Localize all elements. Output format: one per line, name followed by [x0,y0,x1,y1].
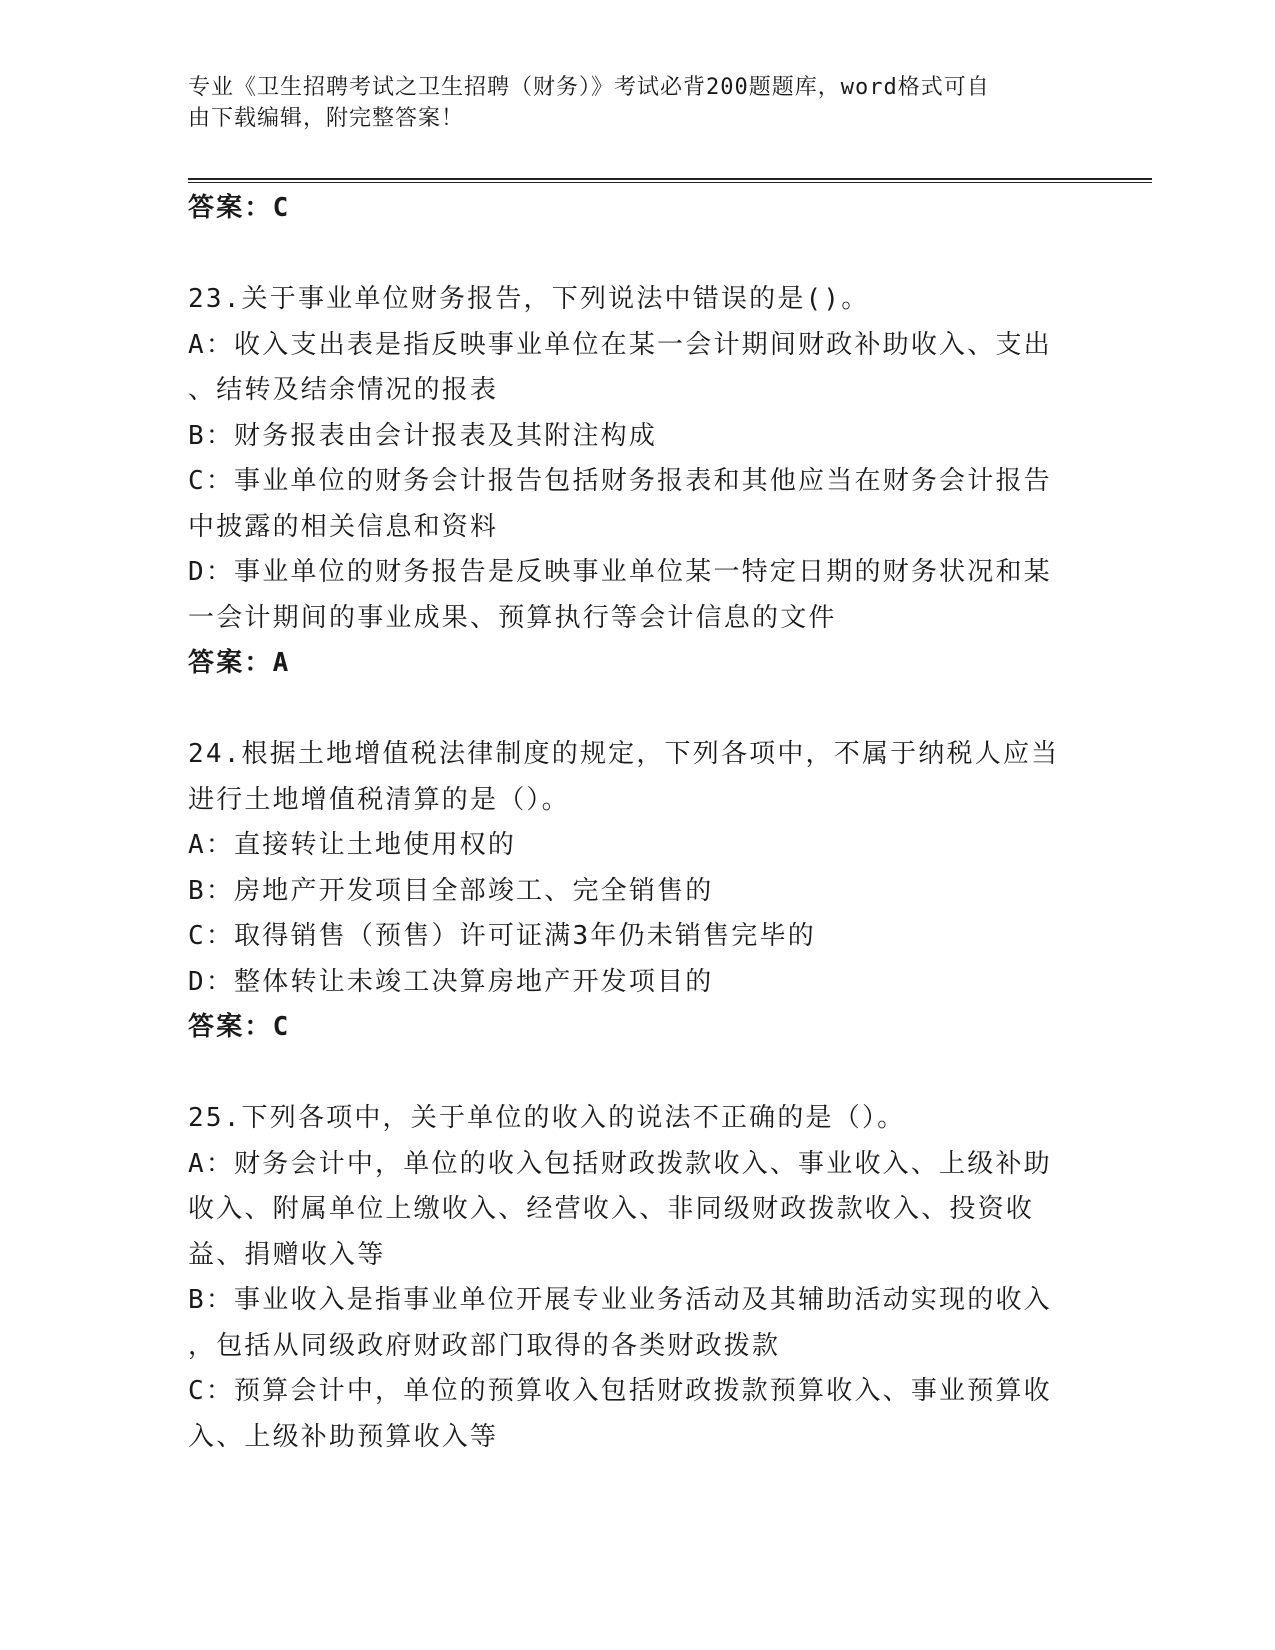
spacer [188,1051,1088,1097]
option-a: A：收入支出表是指反映事业单位在某一会计期间财政补助收入、支出 [188,329,1052,360]
option-c: C：取得销售（预售）许可证满3年仍未销售完毕的 [188,921,816,951]
option-d: D：整体转让未竣工决算房地产开发项目的 [188,966,714,997]
header-divider [188,178,1152,180]
option-b: B：事业收入是指事业单位开展专业业务活动及其辅助活动实现的收入 [188,1285,1052,1315]
option-c: C：事业单位的财务会计报告包括财务报表和其他应当在财务会计报告 [188,466,1052,496]
question-item [188,732,1088,1051]
option-d-cont: 一会计期间的事业成果、预算执行等会计信息的文件 [188,602,837,633]
header-divider [188,182,1152,183]
question-stem: 25.下列各项中，关于单位的收入的说法不正确的是（）。 [188,1103,906,1133]
option-b-cont: ，包括从同级政府财政部门取得的各类财政拨款 [188,1330,781,1361]
question-stem-cont: 进行土地增值税清算的是（）。 [188,784,570,815]
question-item [188,277,1088,687]
option-b: B：房地产开发项目全部竣工、完全销售的 [188,875,714,906]
question-list [188,186,1088,1460]
question-stem: 24.根据土地增值税法律制度的规定，下列各项中，不属于纳税人应当 [188,739,1060,769]
spacer [188,687,1088,733]
option-c-cont: 入、上级补助预算收入等 [188,1421,499,1452]
option-a-cont: 、结转及结余情况的报表 [188,375,499,405]
spacer [188,232,1088,278]
option-a: A：直接转让土地使用权的 [188,830,517,860]
page-header [188,72,1068,134]
option-b: B：财务报表由会计报表及其附注构成 [188,420,658,451]
option-c: C：预算会计中，单位的预算收入包括财政拨款预算收入、事业预算收 [188,1376,1052,1406]
answer-line: 答案：C [188,1012,291,1042]
answer-line: 答案：C [188,193,291,223]
answer-line: 答案：A [188,648,291,678]
question-stem: 23.关于事业单位财务报告，下列说法中错误的是()。 [188,284,870,314]
header-line: 由下载编辑，附完整答案！ [188,106,465,131]
question-item [188,1096,1088,1460]
option-d: D：事业单位的财务报告是反映事业单位某一特定日期的财务状况和某 [188,557,1052,587]
option-a-cont: 益、捐赠收入等 [188,1239,386,1270]
header-line: 专业《卫生招聘考试之卫生招聘（财务）》考试必背200题题库，word格式可自 [188,75,990,100]
option-a: A：财务会计中，单位的收入包括财政拨款收入、事业收入、上级补助 [188,1148,1052,1179]
option-a-cont: 收入、附属单位上缴收入、经营收入、非同级财政拨款收入、投资收 [188,1194,1035,1224]
option-c-cont: 中披露的相关信息和资料 [188,511,499,542]
